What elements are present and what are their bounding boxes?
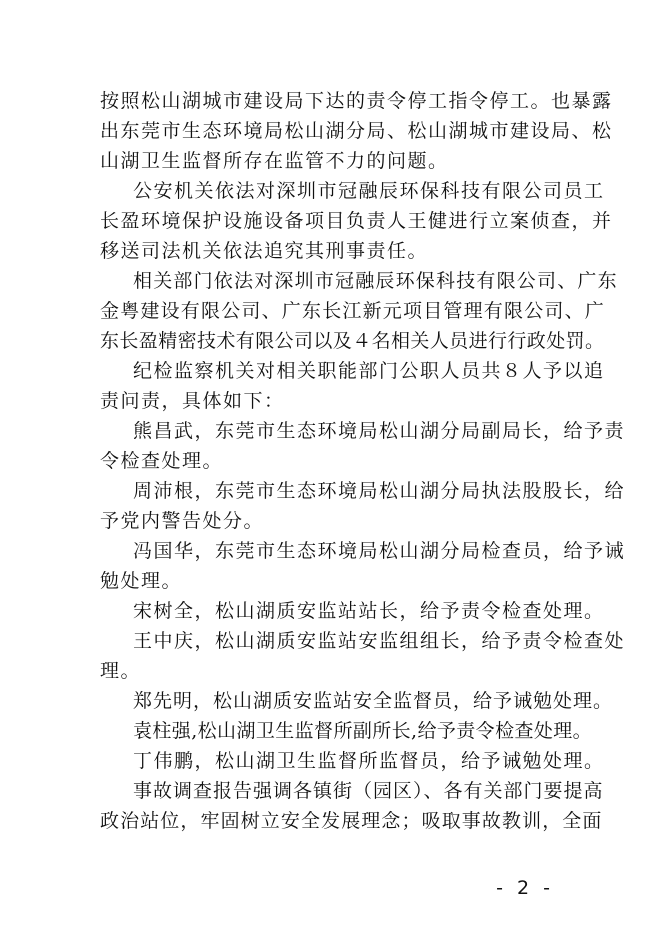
text-line: 纪检监察机关对相关职能部门公职人员共８人予以追 <box>133 360 605 382</box>
page-number: - 2 - <box>496 877 554 899</box>
text-line: 袁柱强,松山湖卫生监督所副所长,给予责令检查处理。 <box>133 720 593 742</box>
text-line: 按照松山湖城市建设局下达的责令停工指令停工。也暴露 <box>100 90 613 112</box>
text-line: 长盈环境保护设施设备项目负责人王健进行立案侦查，并 <box>100 210 613 232</box>
text-line: 郑先明，松山湖质安监站安全监督员，给予诫勉处理。 <box>133 690 614 712</box>
text-line: 东长盈精密技术有限公司以及４名相关人员进行行政处罚。 <box>100 330 605 352</box>
text-line: 责问责，具体如下： <box>100 390 285 412</box>
text-line: 周沛根，东莞市生态环境局松山湖分局执法股股长，给 <box>133 480 626 502</box>
text-line: 金粤建设有限公司、广东长江新元项目管理有限公司、广 <box>100 300 606 322</box>
text-line: 移送司法机关依法追究其刑事责任。 <box>100 240 429 262</box>
text-line: 理。 <box>100 660 142 682</box>
text-line: 予党内警告处分。 <box>100 510 265 532</box>
text-line: 勉处理。 <box>100 570 183 592</box>
text-line: 王中庆，松山湖质安监站安监组组长，给予责令检查处 <box>133 630 626 652</box>
text-line: 政治站位，牢固树立安全发展理念；吸取事故教训，全面 <box>100 810 603 832</box>
text-line: 出东莞市生态环境局松山湖分局、松山湖城市建设局、松 <box>100 120 613 142</box>
text-line: 冯国华，东莞市生态环境局松山湖分局检查员，给予诫 <box>133 540 626 562</box>
text-line: 宋树全，松山湖质安监站站长，给予责令检查处理。 <box>133 600 605 622</box>
text-line: 丁伟鹏，松山湖卫生监督所监督员，给予诫勉处理。 <box>133 750 605 772</box>
text-line: 事故调查报告强调各镇街（园区）、各有关部门要提高 <box>133 780 604 802</box>
text-line: 熊昌武，东莞市生态环境局松山湖分局副局长，给予责 <box>133 420 626 442</box>
text-line: 令检查处理。 <box>100 450 224 472</box>
text-line: 公安机关依法对深圳市冠融辰环保科技有限公司员工 <box>133 180 605 202</box>
text-line: 山湖卫生监督所存在监管不力的问题。 <box>100 150 449 172</box>
text-line: 相关部门依法对深圳市冠融辰环保科技有限公司、广东 <box>133 270 618 292</box>
